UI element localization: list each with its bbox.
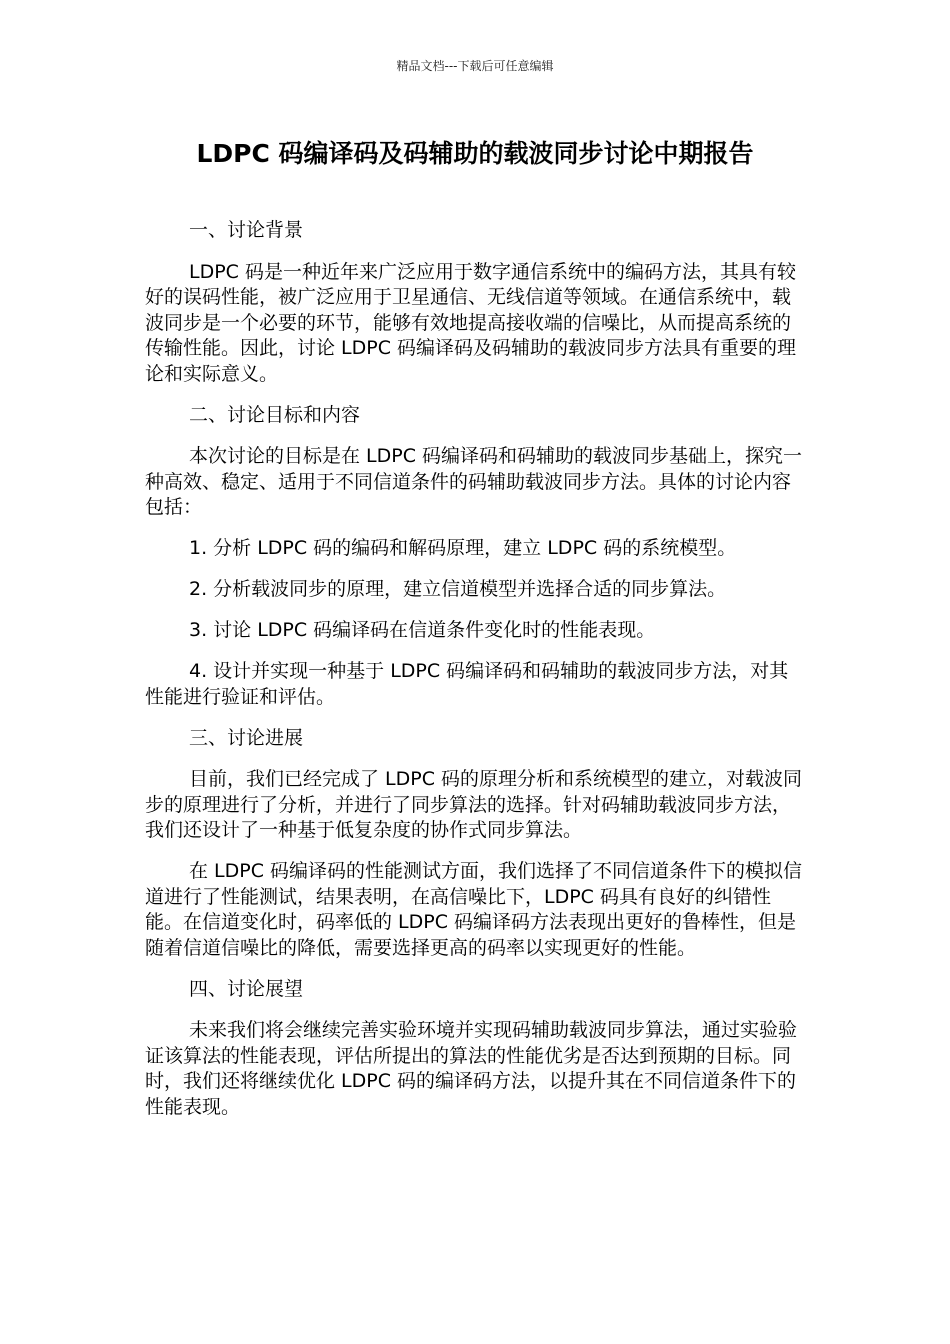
page-header: 精品文档---下载后可任意编辑 xyxy=(396,59,554,73)
section-heading-goals: 二、讨论目标和内容 xyxy=(189,403,361,426)
section-heading-background: 一、讨论背景 xyxy=(189,219,304,241)
paragraph-goals: 本次讨论的目标是在 LDPC 码编译码和码辅助的载波同步基础上，探究一种高效、稳定、适用于不同信道条件的码辅助载波同步方法。具体的讨论内容包括： xyxy=(145,445,803,518)
list-item-4: 4. 设计并实现一种基于 LDPC 码编译码和码辅助的载波同步方法，对其性能进行验证和评估。 xyxy=(145,660,789,708)
paragraph-progress-2: 在 LDPC 码编译码的性能测试方面，我们选择了不同信道条件下的模拟信道进行了性能测试，结果表明，在高信噪比下，LDPC 码具有良好的纠错性能。在信道变化时，码率低的 LDPC 码编译码方法表现出更好的鲁棒性，但是随着信道信噪比的降低，需要选择更高的码率以实现更好的性能。 xyxy=(145,860,803,959)
section-heading-progress: 三、讨论进展 xyxy=(189,726,304,749)
section-heading-outlook: 四、讨论展望 xyxy=(189,977,304,1000)
list-item-2: 2. 分析载波同步的原理，建立信道模型并选择合适的同步算法。 xyxy=(189,578,727,600)
paragraph-background: LDPC 码是一种近年来广泛应用于数字通信系统中的编码方法，其具有较好的误码性能，被广泛应用于卫星通信、无线信道等领域。在通信系统中，载波同步是一个必要的环节，能够有效地提高接收端的信噪比，从而提高系统的传输性能。因此，讨论 LDPC 码编译码及码辅助的载波同步方法具有重要的理论和实际意义。 xyxy=(145,260,797,385)
document-body xyxy=(145,218,805,1136)
document-title: LDPC 码编译码及码辅助的载波同步讨论中期报告 xyxy=(196,139,754,168)
list-item-3: 3. 讨论 LDPC 码编译码在信道条件变化时的性能表现。 xyxy=(189,619,656,641)
paragraph-progress-1: 目前，我们已经完成了 LDPC 码的原理分析和系统模型的建立，对载波同步的原理进行了分析，并进行了同步算法的选择。针对码辅助载波同步方法，我们还设计了一种基于低复杂度的协作式同步算法。 xyxy=(145,768,803,841)
list-item-1: 1. 分析 LDPC 码的编码和解码原理，建立 LDPC 码的系统模型。 xyxy=(189,537,737,559)
paragraph-outlook: 未来我们将会继续完善实验环境并实现码辅助载波同步算法，通过实验验证该算法的性能表现，评估所提出的算法的性能优劣是否达到预期的目标。同时，我们还将继续优化 LDPC 码的编译码方法，以提升其在不同信道条件下的性能表现。 xyxy=(145,1019,798,1118)
